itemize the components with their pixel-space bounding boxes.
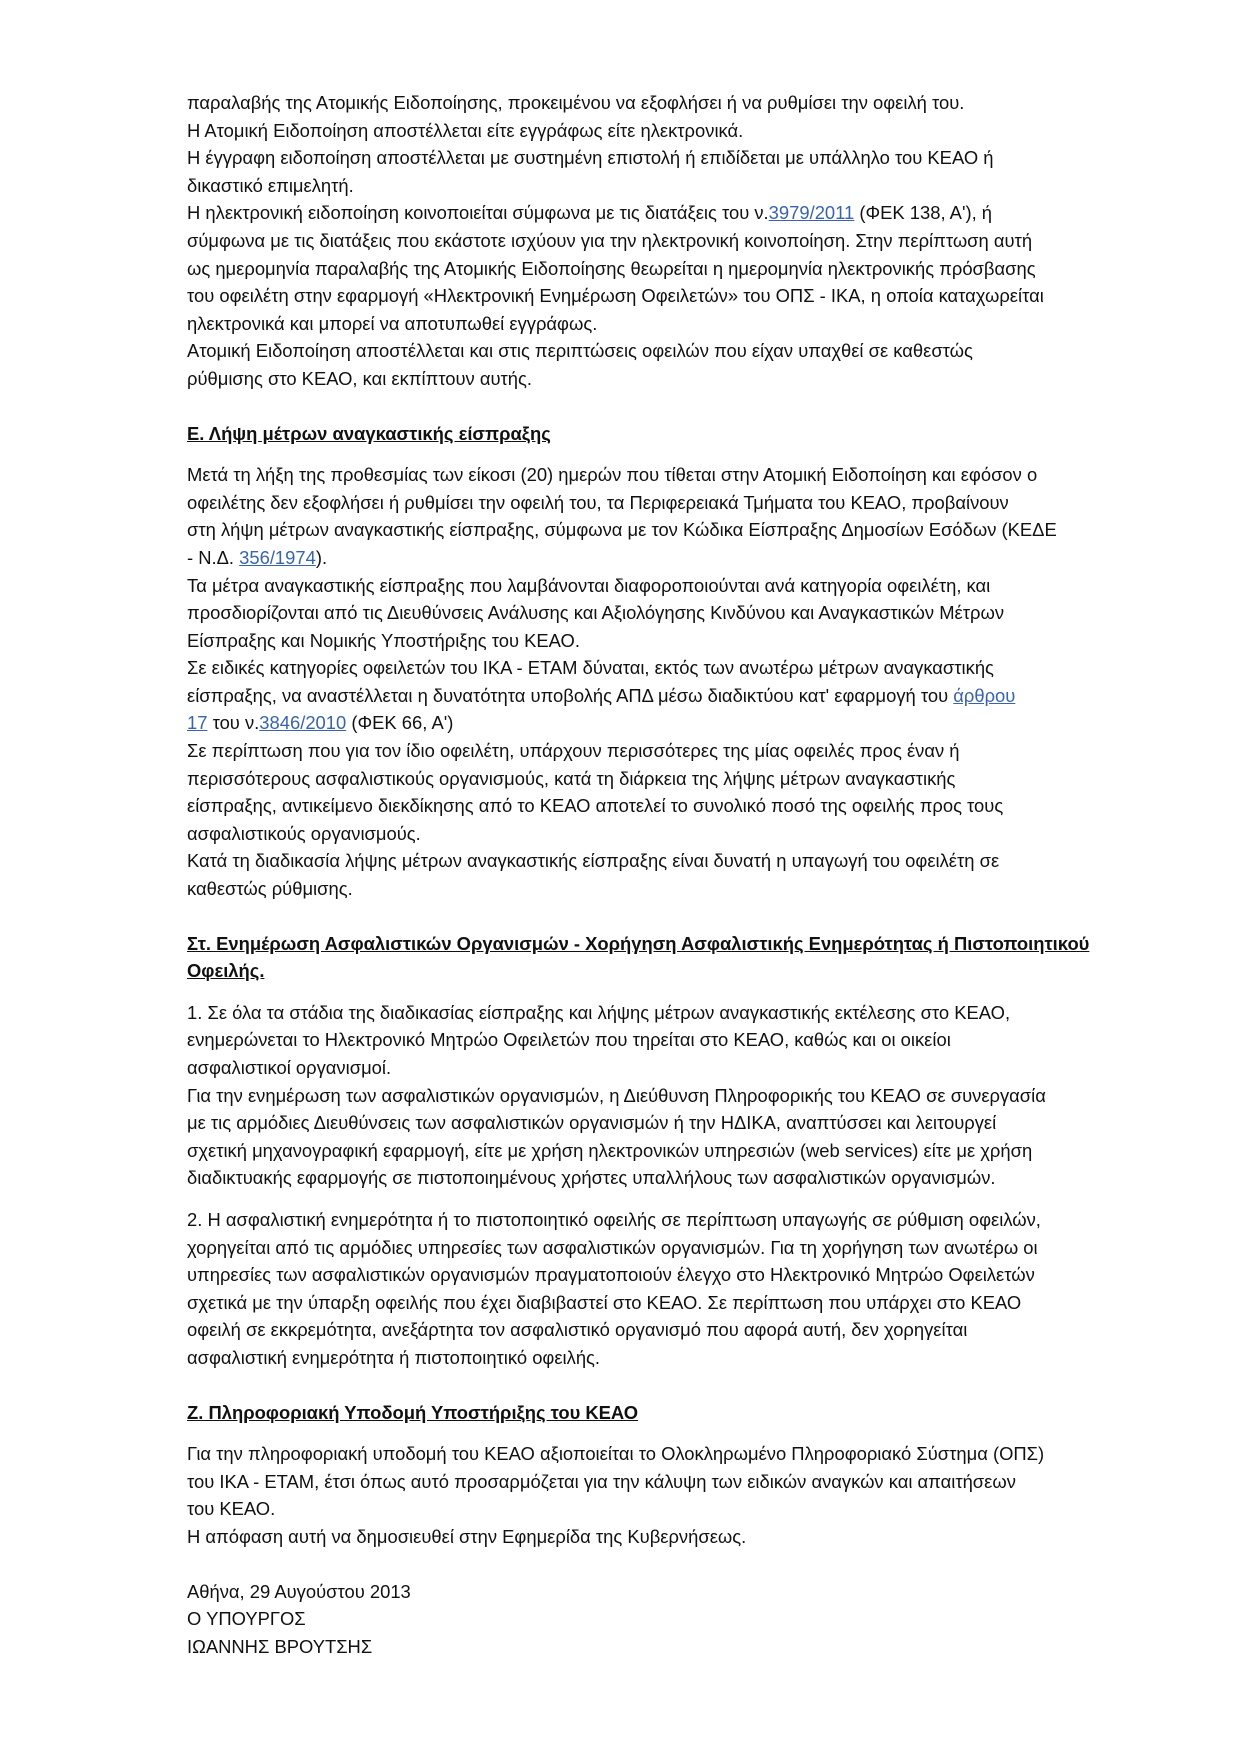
text-line: Τα μέτρα αναγκαστικής είσπραξης που λαμβάνονται διαφοροποιούνται ανά κατηγορία οφειλέτη, και [187,574,991,596]
article-link-part2[interactable]: 17 [187,712,208,734]
article-link-part1[interactable]: άρθρου [953,684,1016,706]
intro-block [187,89,1087,393]
text-line: χορηγείται από τις αρμόδιες υπηρεσίες των ασφαλιστικών οργανισμών. Για τη χορήγηση των ανωτέρω οι [187,1236,1038,1258]
text-line: οφειλή σε εκκρεμότητα, ανεξάρτητα τον ασφαλιστικό οργανισμό που αφορά αυτή, δεν χορηγείται [187,1319,968,1341]
text-line: διαδικτυακής εφαρμογής σε πιστοποιημένους χρήστες υπαλλήλους των ασφαλιστικών οργανισμών. [187,1167,996,1189]
text-line: σχετικά με την ύπαρξη οφειλής που έχει διαβιβαστεί στο ΚΕΑΟ. Σε περίπτωση που υπάρχει στο ΚΕΑΟ [187,1291,1022,1313]
text-line: Σε ειδικές κατηγορίες οφειλετών του ΙΚΑ - ΕΤΑΜ δύναται, εκτός των ανωτέρω μέτρων αναγκαστικής [187,657,994,679]
text-line: παραλαβής της Ατομικής Ειδοποίησης, προκειμένου να εξοφλήσει ή να ρυθμίσει την οφειλή του. [187,92,965,113]
text-line: Για την πληροφοριακή υποδομή του ΚΕΑΟ αξιοποιείται το Ολοκληρωμένο Πληροφοριακό Σύστημα (ΟΠΣ) [187,1443,1045,1465]
section-heading-z: Ζ. Πληροφοριακή Υποδομή Υποστήριξης του ΚΕΑΟ [187,1401,639,1423]
text-line: του οφειλέτη στην εφαρμογή «Ηλεκτρονική Ενημέρωση Οφειλετών» του ΟΠΣ - ΙΚΑ, η οποία καταχωρείται [187,285,1044,307]
section-heading-e: Ε. Λήψη μέτρων αναγκαστικής είσπραξης [187,422,551,444]
text-line: ασφαλιστικοί οργανισμοί. [187,1057,392,1078]
document-page [187,89,1090,1660]
section-heading-st-cont: Οφειλής. [187,960,265,982]
text-line: Η έγγραφη ειδοποίηση αποστέλλεται με συστημένη επιστολή ή επιδίδεται με υπάλληλο του ΚΕΑΟ ή [187,147,994,169]
text-line: Κατά τη διαδικασία λήψης μέτρων αναγκαστικής είσπραξης είναι δυνατή η υπαγωγή του οφειλέτη σε [187,850,1000,872]
section-st [187,930,1090,1372]
text-line: Ατομική Ειδοποίηση αποστέλλεται και στις περιπτώσεις οφειλών που είχαν υπαχθεί σε καθεστώς [187,340,973,362]
text-line: προσδιορίζονται από τις Διευθύνσεις Ανάλυσης και Αξιολόγησης Κινδύνου και Αναγκαστικών Μέτρων [187,602,1005,624]
text-line: Για την ενημέρωση των ασφαλιστικών οργανισμών, η Διεύθυνση Πληροφορικής του ΚΕΑΟ σε συνεργασία [187,1084,1046,1106]
law-link-3846-2010[interactable]: 3846/2010 [259,712,347,734]
text-line: 2. Η ασφαλιστική ενημερότητα ή το πιστοποιητικό οφειλής σε περίπτωση υπαγωγής σε ρύθμιση οφειλών, [187,1208,1041,1230]
text-line: ρύθμισης στο ΚΕΑΟ, και εκπίπτουν αυτής. [187,367,533,389]
text-line: Μετά τη λήξη της προθεσμίας των είκοσι (20) ημερών που τίθεται στην Ατομική Ειδοποίηση και εφόσον ο [187,464,1038,486]
text-line: Η απόφαση αυτή να δημοσιευθεί στην Εφημερίδα της Κυβερνήσεως. [187,1525,747,1547]
text-span: είσπραξης, να αναστέλλεται η δυνατότητα υποβολής ΑΠΔ μέσω διαδικτύου κατ' εφαρμογή του [187,684,954,706]
text-line [187,544,1087,572]
text-span: (ΦΕΚ 66, Α') [346,712,454,734]
text-line: ενημερώνεται το Ηλεκτρονικό Μητρώο Οφειλετών που τηρείται στο ΚΕΑΟ, καθώς και οι οικείοι [187,1029,951,1051]
text-line: υπηρεσίες των ασφαλιστικών οργανισμών πραγματοποιούν έλεγχο στο Ηλεκτρονικό Μητρώο Οφειλετών [187,1264,1035,1286]
text-line: περισσότερους ασφαλιστικούς οργανισμούς, κατά τη διάρκεια της λήψης μέτρων αναγκαστικής [187,767,956,789]
text-span: Η ηλεκτρονική ειδοποίηση κοινοποιείται σύμφωνα με τις διατάξεις του ν. [187,202,769,224]
place-date: Αθήνα, 29 Αυγούστου 2013 [187,1580,411,1602]
section-e [187,420,1087,903]
text-line: είσπραξης, αντικείμενο διεκδίκησης από το ΚΕΑΟ αποτελεί το συνολικό ποσό της οφειλής προς τους [187,795,1004,817]
text-line [187,682,1087,710]
text-line: καθεστώς ρύθμισης. [187,878,353,900]
text-line: ασφαλιστικούς οργανισμούς. [187,822,421,844]
text-line: Η Ατομική Ειδοποίηση αποστέλλεται είτε εγγράφως είτε ηλεκτρονικά. [187,119,744,141]
signatory-name: ΙΩΑΝΝΗΣ ΒΡΟΥΤΣΗΣ [187,1635,373,1657]
text-line: σχετική μηχανογραφική εφαρμογή, είτε με χρήση ηλεκτρονικών υπηρεσιών (web services) είτε με χρήση [187,1139,1033,1161]
text-span: (ΦΕΚ 138, Α'), ή [854,202,993,224]
text-line: στη λήψη μέτρων αναγκαστικής είσπραξης, σύμφωνα με τον Κώδικα Είσπραξης Δημοσίων Εσόδων (ΚΕΔΕ [187,519,1057,541]
text-line: με τις αρμόδιες Διευθύνσεις των ασφαλιστικών οργανισμών ή την ΗΔΙΚΑ, αναπτύσσει και λειτουργεί [187,1112,997,1134]
text-line: σύμφωνα με τις διατάξεις που εκάστοτε ισχύουν για την ηλεκτρονική κοινοποίηση. Στην περίπτωση αυτή [187,229,1033,251]
signature-block [187,1578,1087,1661]
text-span: ). [315,546,328,568]
text-line: ασφαλιστική ενημερότητα ή πιστοποιητικό οφειλής. [187,1346,601,1368]
text-line: του ΙΚΑ - ΕΤΑΜ, έτσι όπως αυτό προσαρμόζεται για την κάλυψη των ειδικών αναγκών και απαιτήσεων [187,1470,1016,1492]
text-line [187,199,1087,227]
text-line: δικαστικό επιμελητή. [187,174,354,196]
text-span: του ν. [207,712,260,734]
section-heading-st: Στ. Ενημέρωση Ασφαλιστικών Οργανισμών - Χορήγηση Ασφαλιστικής Ενημερότητας ή Πιστοποιητικού [187,932,1090,954]
text-line: Σε περίπτωση που για τον ίδιο οφειλέτη, υπάρχουν περισσότερες της μίας οφειλές προς έναν ή [187,740,960,762]
text-line: οφειλέτης δεν εξοφλήσει ή ρυθμίσει την οφειλή του, τα Περιφερειακά Τμήματα του ΚΕΑΟ, προβαίνουν [187,491,1009,513]
law-link-356-1974[interactable]: 356/1974 [239,546,316,568]
signatory-role: Ο ΥΠΟΥΡΓΟΣ [187,1608,306,1630]
section-z [187,1399,1087,1551]
text-line: ηλεκτρονικά και μπορεί να αποτυπωθεί εγγράφως. [187,312,598,334]
text-line: 1. Σε όλα τα στάδια της διαδικασίας είσπραξης και λήψης μέτρων αναγκαστικής εκτέλεσης στο ΚΕΑΟ, [187,1001,1011,1023]
law-link-3979-2011[interactable]: 3979/2011 [768,202,855,224]
text-line: Είσπραξης και Νομικής Υποστήριξης του ΚΕΑΟ. [187,629,580,651]
text-line: του ΚΕΑΟ. [187,1498,276,1520]
text-span: - Ν.Δ. [187,546,240,568]
text-line: ως ημερομηνία παραλαβής της Ατομικής Ειδοποίησης θεωρείται η ημερομηνία ηλεκτρονικής πρόσβασης [187,257,1036,279]
text-line [187,709,1087,737]
